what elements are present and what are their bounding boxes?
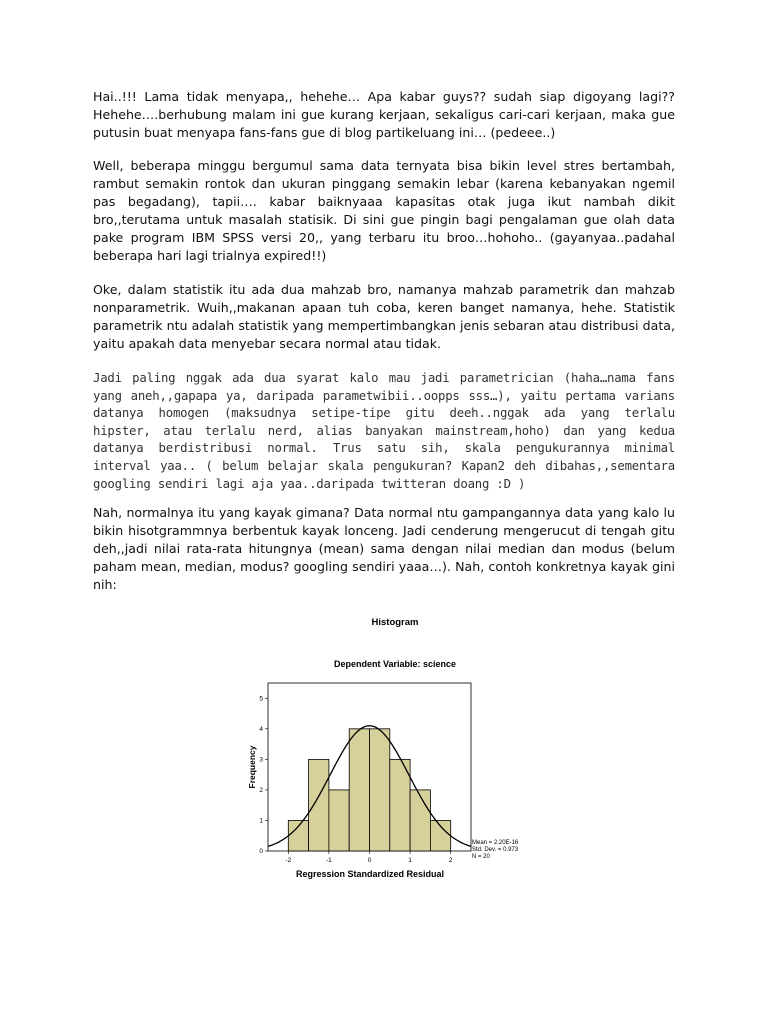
stats-mean: Mean = 2.20E-16: [472, 840, 519, 846]
histogram-bar: [370, 729, 390, 851]
histogram-bar: [410, 790, 430, 851]
paragraph-spss: Well, beberapa minggu bergumul sama data ternyata bisa bikin level stres bertambah, rambut semakin rontok dan ukuran pinggang semakin lebar (karena kebanyakan ngemil pas begadang), tapii…. kabar baiknyaaa kapasitas otak juga ikut nambah dikit bro,,terutama untuk masalah statisik. Di sini gue pingin bagi pengalaman gue olah data pake program IBM SPSS versi 20,, yang terbaru itu broo…hohoho.. (gayanyaa..padahal beberapa hari lagi trialnya expired!!): [93, 158, 675, 263]
y-axis-label: Frequency: [247, 745, 257, 789]
stats-n: N = 20: [472, 854, 490, 860]
x-tick-label: 2: [448, 857, 453, 864]
x-tick-label: 1: [408, 857, 412, 864]
y-tick-label: 1: [259, 817, 263, 825]
x-tick-label: -2: [285, 857, 292, 864]
y-tick-label: 3: [259, 756, 263, 764]
x-tick-label: -1: [326, 857, 332, 864]
histogram-chart: [238, 605, 538, 895]
chart-subtitle: Dependent Variable: science: [333, 659, 457, 669]
y-tick-label: 5: [259, 695, 263, 703]
histogram-bar: [430, 820, 450, 851]
x-axis-label: Regression Standardized Residual: [295, 869, 445, 879]
histogram-bar: [390, 759, 410, 851]
y-tick-label: 0: [259, 848, 263, 855]
paragraph-normal: Nah, normalnya itu yang kayak gimana? Data normal ntu gampangannya data yang kalo lu bikin hisotgrammnya berbentuk kayak lonceng. Jadi cenderung mengerucut di tengah gitu deh,,jadi nilai rata-rata hitungnya (mean) sama dengan nilai median dan modus (belum paham mean, median, modus? googling sendiri yaaa…). Nah, contoh konkretnya kayak gini nih:: [93, 505, 675, 592]
stats-std-dev: Std. Dev. = 0.973: [472, 847, 519, 853]
paragraph-intro: Hai..!!! Lama tidak menyapa,, hehehe… Apa kabar guys?? sudah siap digoyang lagi?? Hehehe….berhubung malam ini gue kurang kerjaan, sekaligus cari-cari kerjaan, maka gue putusin buat menyapa fans-fans gue di blog partikeluang ini… (pedeee..): [93, 89, 675, 140]
histogram-bar: [288, 820, 308, 851]
histogram-bar: [309, 759, 329, 851]
paragraph-requirements: Jadi paling nggak ada dua syarat kalo mau jadi parametrician (haha…nama fans yang aneh,,gapapa ya, daripada parametwibii..oopps sss…), yaitu pertama varians datanya homogen (maksudnya setipe-tipe gitu deeh..nggak ada yang terlalu hipster, atau terlalu nerd, alias banyakan mainstream,hoho) dan yang kedua datanya berdistribusi normal. Trus satu sih, skala pengukurannya minimal interval yaa.. ( belum belajar skala pengukuran? Kapan2 deh dibahas,,sementara googling sendiri lagi aja yaa..daripada twitteran doang :D ): [93, 371, 675, 491]
histogram-bar: [349, 729, 369, 851]
x-tick-label: 0: [367, 857, 372, 864]
histogram-bar: [329, 790, 349, 851]
y-tick-label: 4: [259, 725, 263, 733]
chart-title: Histogram: [371, 617, 419, 628]
y-tick-label: 2: [259, 786, 263, 794]
paragraph-parametric: Oke, dalam statistik itu ada dua mahzab bro, namanya mahzab parametrik dan mahzab nonparametrik. Wuih,,makanan apaan tuh coba, keren banget namanya, hehe. Statistik parametrik ntu adalah statistik yang mempertimbangkan jenis sebaran atau distribusi data, yaitu apakah data menyebar secara normal atau tidak.: [93, 282, 675, 351]
